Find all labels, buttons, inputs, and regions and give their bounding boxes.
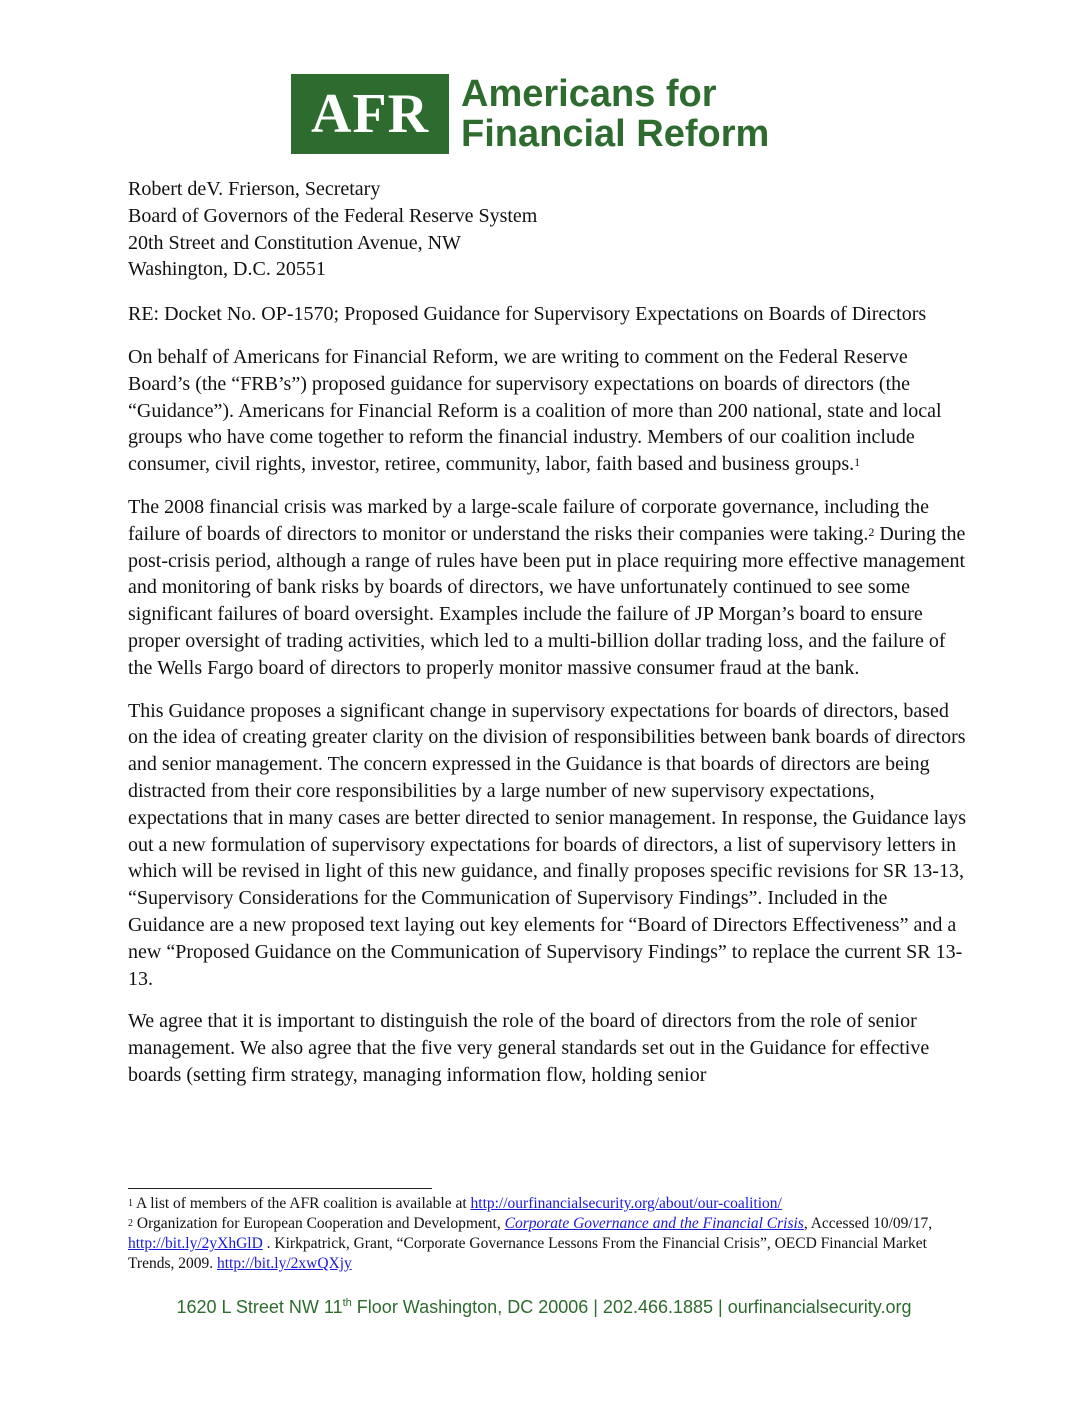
paragraph-1 [128,344,968,478]
afr-logo-name [461,74,769,154]
footnote-mark: 1 [128,1198,133,1209]
footer-sup: th [342,1297,352,1309]
footnote-ref-2[interactable]: 2 [868,524,875,539]
footnote-ref-1[interactable]: 1 [854,455,861,470]
recipient-line: Washington, D.C. 20551 [128,258,326,281]
paragraph-text: The 2008 financial crisis was marked by a large-scale failure of corporate governance, including the failure of boards of directors to monitor or understand the risks their companies were taking. [128,495,929,545]
footnote-text: , Accessed 10/09/17, [803,1215,933,1232]
afr-logo-mark [291,74,449,154]
bitly-link-1[interactable]: http://bit.ly/2yXhGlD [128,1235,263,1252]
logo-name-line1: Americans for [461,73,717,115]
paragraph-2 [128,494,968,682]
footnote-divider [128,1188,432,1189]
footnotes [128,1194,968,1274]
oecd-report-link[interactable]: Corporate Governance and the Financial Crisis [504,1215,804,1232]
recipient-line: Robert deV. Frierson, Secretary [128,178,381,200]
footnote-text: Organization for European Cooperation and Development, [133,1215,505,1232]
paragraph-text: During the post-crisis period, although a range of rules have been put in place requiring more effective management and monitoring of bank risks by boards of directors, we have unfortunately continued to see some significant failures of board oversight. Examples include the failure of JP Morgan’s board to ensure proper oversight of trading activities, which led to a multi-billion dollar trading loss, and the failure of the Wells Fargo board of directors to properly monitor massive consumer fraud at the bank. [128,522,966,679]
paragraph-3: This Guidance proposes a significant change in supervisory expectations for boards of directors, based on the idea of creating greater clarity on the division of responsibilities between bank boards of directors and senior management. The concern expressed in the Guidance is that boards of directors are being distracted from their core responsibilities by a large number of new supervisory expectations, expectations that in many cases are better directed to senior management. In response, the Guidance lays out a new formulation of supervisory expectations for boards of directors, a list of supervisory letters in which will be revised in light of this new guidance, and finally proposes specific revisions for SR 13-13, “Supervisory Considerations for the Communication of Supervisory Findings”. Included in the Guidance are a new proposed text laying out key elements for “Board of Directors Effectiveness” and a new “Proposed Guidance on the Communication of Supervisory Findings” to replace the current SR 13-13. [128,699,967,990]
afr-logo [291,74,769,154]
recipient-line: Board of Governors of the Federal Reserve System [128,204,538,227]
paragraph-text: On behalf of Americans for Financial Reform, we are writing to comment on the Federal Reserve Board’s (the “FRB’s”) proposed guidance for supervisory expectations on boards of directors (the “Guidance”). Americans for Financial Reform is a coalition of more than 200 national, state and local groups who have come together to reform the financial industry. Members of our coalition include consumer, civil rights, investor, retiree, community, labor, faith based and business groups. [128,345,942,476]
footnote-1 [128,1194,968,1214]
footnote-2 [128,1214,968,1274]
footnote-mark: 2 [128,1218,133,1229]
paragraph-4: We agree that it is important to distinguish the role of the board of directors from the role of senior management. We also agree that the five very general standards set out in the Guidance for effective boards (setting firm strategy, managing information flow, holding senior [128,1010,930,1086]
re-line: RE: Docket No. OP-1570; Proposed Guidance for Supervisory Expectations on Boards of Directors [128,303,927,326]
letter-body [128,176,968,1105]
letterhead-footer [0,1297,1088,1318]
footnote-text: A list of members of the AFR coalition is available at [133,1195,471,1212]
footer-address: 1620 L Street NW 11 [176,1297,343,1317]
bitly-link-2[interactable]: http://bit.ly/2xwQXjy [217,1255,352,1272]
footnote-text: . Kirkpatrick, Grant, “Corporate Governance Lessons From the Financial Crisis”, OECD Financial Market Trends, 2009. [128,1235,927,1272]
recipient-address [128,176,968,283]
footer-contact: Floor Washington, DC 20006 | 202.466.1885 | ourfinancialsecurity.org [351,1297,912,1317]
afr-logo-abbr: AFR [310,83,430,145]
logo-name-line2: Financial Reform [461,113,770,155]
recipient-line: 20th Street and Constitution Avenue, NW [128,231,461,254]
coalition-link[interactable]: http://ourfinancialsecurity.org/about/our-coalition/ [470,1195,782,1212]
